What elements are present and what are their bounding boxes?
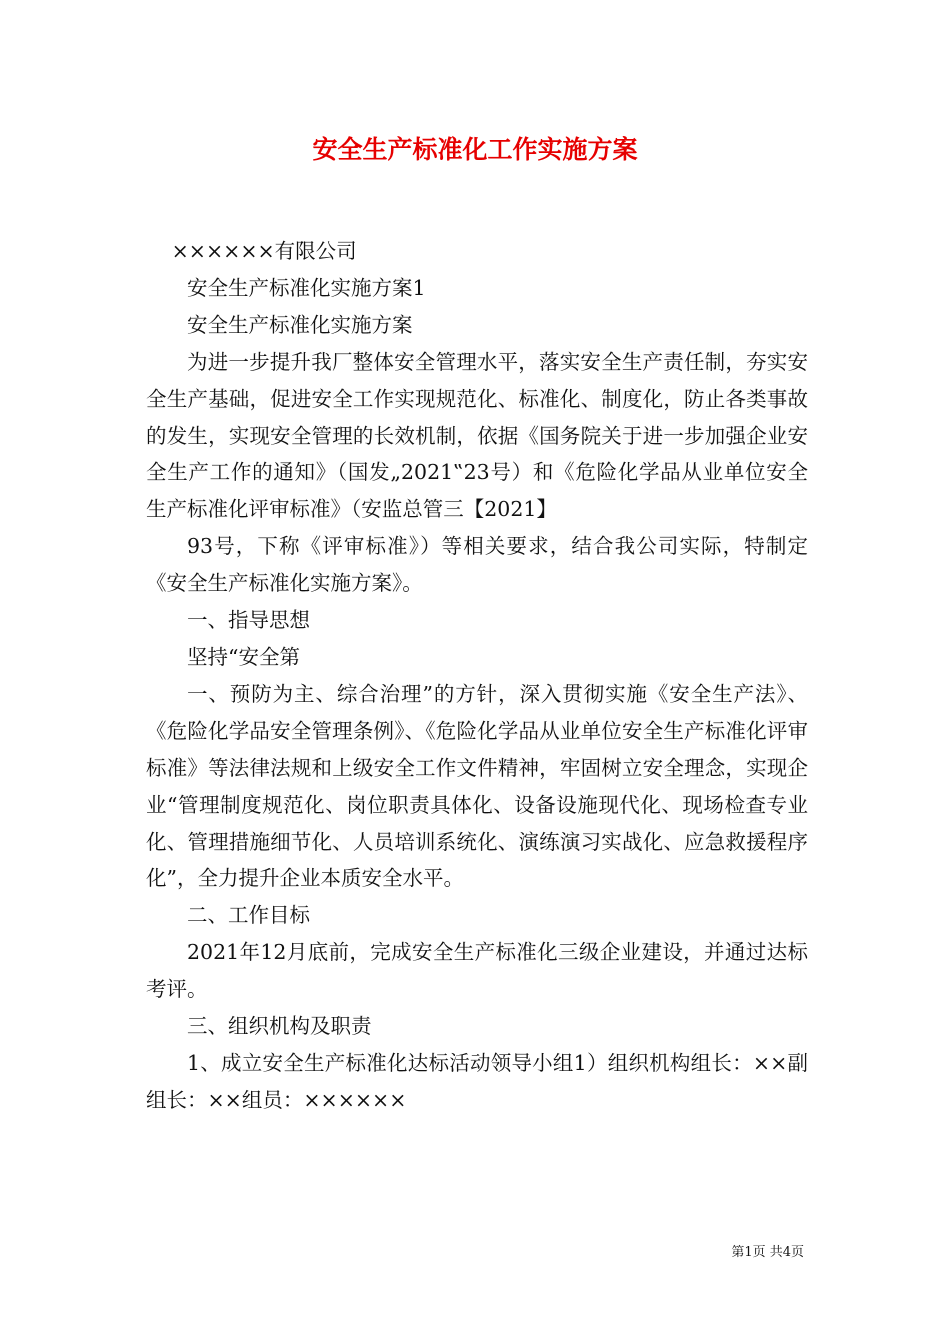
intro-paragraph: 为进一步提升我厂整体安全管理水平，落实安全生产责任制，夯实安全生产基础，促进安全工作实现规范化、标准化、制度化，防止各类事故的发生，实现安全管理的长效机制，依据《国务院关于进一步加强企业安全生产工作的通知》（国发„2021‟23号）和《危险化学品从业单位安全生产标准化评审标准》（安监总管三【2021】 — [146, 349, 808, 522]
section-heading-guiding-ideology: 一、指导思想 — [187, 608, 310, 633]
section-heading-organization: 三、组织机构及职责 — [187, 1014, 372, 1039]
document-body — [146, 233, 808, 1119]
organization-paragraph: 1、成立安全生产标准化达标活动领导小组1）组织机构组长：××副组长：××组员：×××××× — [146, 1050, 808, 1112]
guiding-ideology-paragraph: 一、预防为主、综合治理”的方针，深入贯彻实施《安全生产法》、《危险化学品安全管理条例》、《危险化学品从业单位安全生产标准化评审标准》等法律法规和上级安全工作文件精神，牢固树立安全理念，实现企业“管理制度规范化、岗位职责具体化、设备设施现代化、现场检查专业化、管理措施细节化、人员培训系统化、演练演习实战化、应急救援程序化”，全力提升企业本质安全水平。 — [146, 681, 808, 891]
section-heading-work-goals: 二、工作目标 — [187, 903, 310, 928]
intro-continuation: 93号，下称《评审标准》）等相关要求，结合我公司实际，特制定《安全生产标准化实施方案》。 — [146, 534, 808, 596]
page-footer: 第1页 共4页 — [731, 1245, 804, 1260]
plan-heading-1: 安全生产标准化实施方案1 — [187, 275, 426, 300]
work-goals-paragraph: 2021年12月底前，完成安全生产标准化三级企业建设，并通过达标考评。 — [146, 940, 808, 1002]
plan-heading-2: 安全生产标准化实施方案 — [187, 312, 413, 337]
paragraph-adhere: 坚持“安全第 — [187, 644, 300, 669]
document-title: 安全生产标准化工作实施方案 — [312, 135, 638, 164]
company-name: ××××××有限公司 — [171, 239, 357, 263]
